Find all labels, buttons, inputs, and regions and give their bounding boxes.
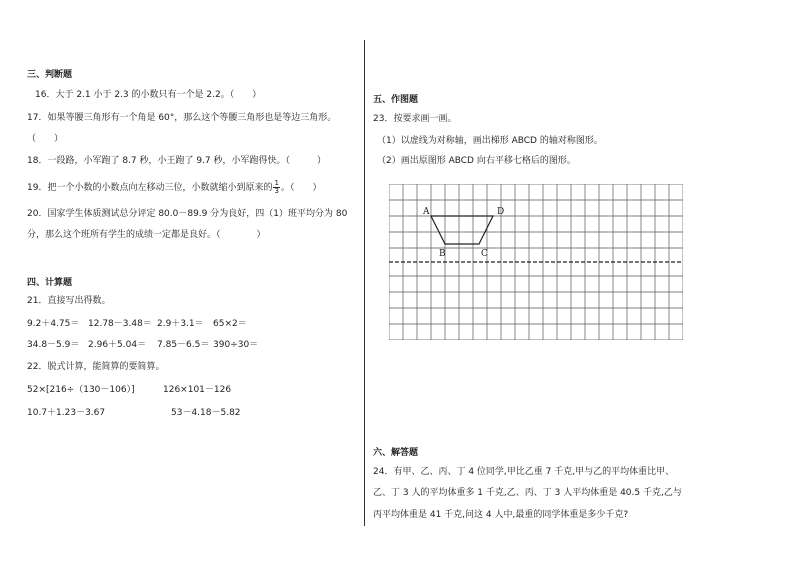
question-20-line2: 分，那么这个班所有学生的成绩一定都是良好。（ ） <box>27 230 266 240</box>
calc-item: 2.96＋5.04＝ <box>88 340 147 350</box>
question-17-line2: （ ） <box>27 134 64 144</box>
expression-item: 126×101－126 <box>163 385 232 395</box>
label-a: A <box>423 207 430 217</box>
question-23-part2: （2）画出原图形 ABCD 向右平移七格后的图形。 <box>377 156 576 166</box>
calc-item: 9.2＋4.75＝ <box>27 319 80 329</box>
section-3-title: 三、判断题 <box>27 70 73 80</box>
calc-item: 2.9＋3.1＝ <box>157 319 204 329</box>
question-24-line2: 乙、丁 3 人的平均体重多 1 千克,乙、丙、丁 3 人平均体重是 40.5 千克,乙与 <box>373 488 682 498</box>
question-19 <box>27 180 321 195</box>
question-17-line1: 17．如果等腰三角形有一个角是 60°，那么这个等腰三角形也是等边三角形。 <box>27 113 337 123</box>
question-24-line1: 24．有甲、乙、丙、丁 4 位同学,甲比乙重 7 千克,甲与乙的平均体重比甲、 <box>373 467 675 477</box>
section-6-title: 六、解答题 <box>373 448 419 458</box>
fraction-numerator: 1 <box>274 179 279 187</box>
question-22: 22．脱式计算，能简算的要简算。 <box>27 362 165 372</box>
question-18: 18．一段路，小军跑了 8.7 秒，小王跑了 9.7 秒，小军跑得快。（ ） <box>27 156 327 166</box>
question-20-line1: 20．国家学生体质测试总分评定 80.0－89.9 分为良好，四（1）班平均分为 80 <box>27 209 348 219</box>
question-19-text: 19．把一个小数的小数点向左移动三位，小数就缩小到原来的 <box>27 183 273 193</box>
calc-item: 65×2＝ <box>213 319 247 329</box>
question-21: 21．直接写出得数。 <box>27 296 111 306</box>
calc-item: 12.78－3.48＝ <box>88 319 152 329</box>
calc-item: 34.8－5.9＝ <box>27 340 80 350</box>
expression-item: 52×[216÷（130－106）] <box>27 385 135 395</box>
expression-item: 53－4.18－5.82 <box>171 408 241 418</box>
calc-item: 390÷30＝ <box>213 340 259 350</box>
calc-item: 7.85－6.5＝ <box>157 340 210 350</box>
section-5-title: 五、作图题 <box>373 95 419 105</box>
question-24-line3: 丙平均体重是 41 千克,问这 4 人中,最重的同学体重是多少千克? <box>373 510 629 520</box>
expression-item: 10.7＋1.23－3.67 <box>27 408 106 418</box>
drawing-grid <box>389 184 683 340</box>
label-d: D <box>497 207 505 217</box>
label-c: C <box>481 249 488 259</box>
column-divider <box>364 40 365 526</box>
question-23: 23．按要求画一画。 <box>373 114 457 124</box>
fraction-one-third <box>273 180 279 195</box>
trapezoid-abcd <box>431 216 493 244</box>
fraction-denominator: 3 <box>274 187 279 195</box>
question-23-part1: （1）以虚线为对称轴，画出梯形 ABCD 的轴对称图形。 <box>377 136 603 146</box>
question-19-end: 。（ ） <box>280 183 322 193</box>
section-4-title: 四、计算题 <box>27 278 73 288</box>
label-b: B <box>439 249 446 259</box>
question-16: 16．大于 2.1 小于 2.3 的小数只有一个是 2.2。（ ） <box>35 90 262 100</box>
